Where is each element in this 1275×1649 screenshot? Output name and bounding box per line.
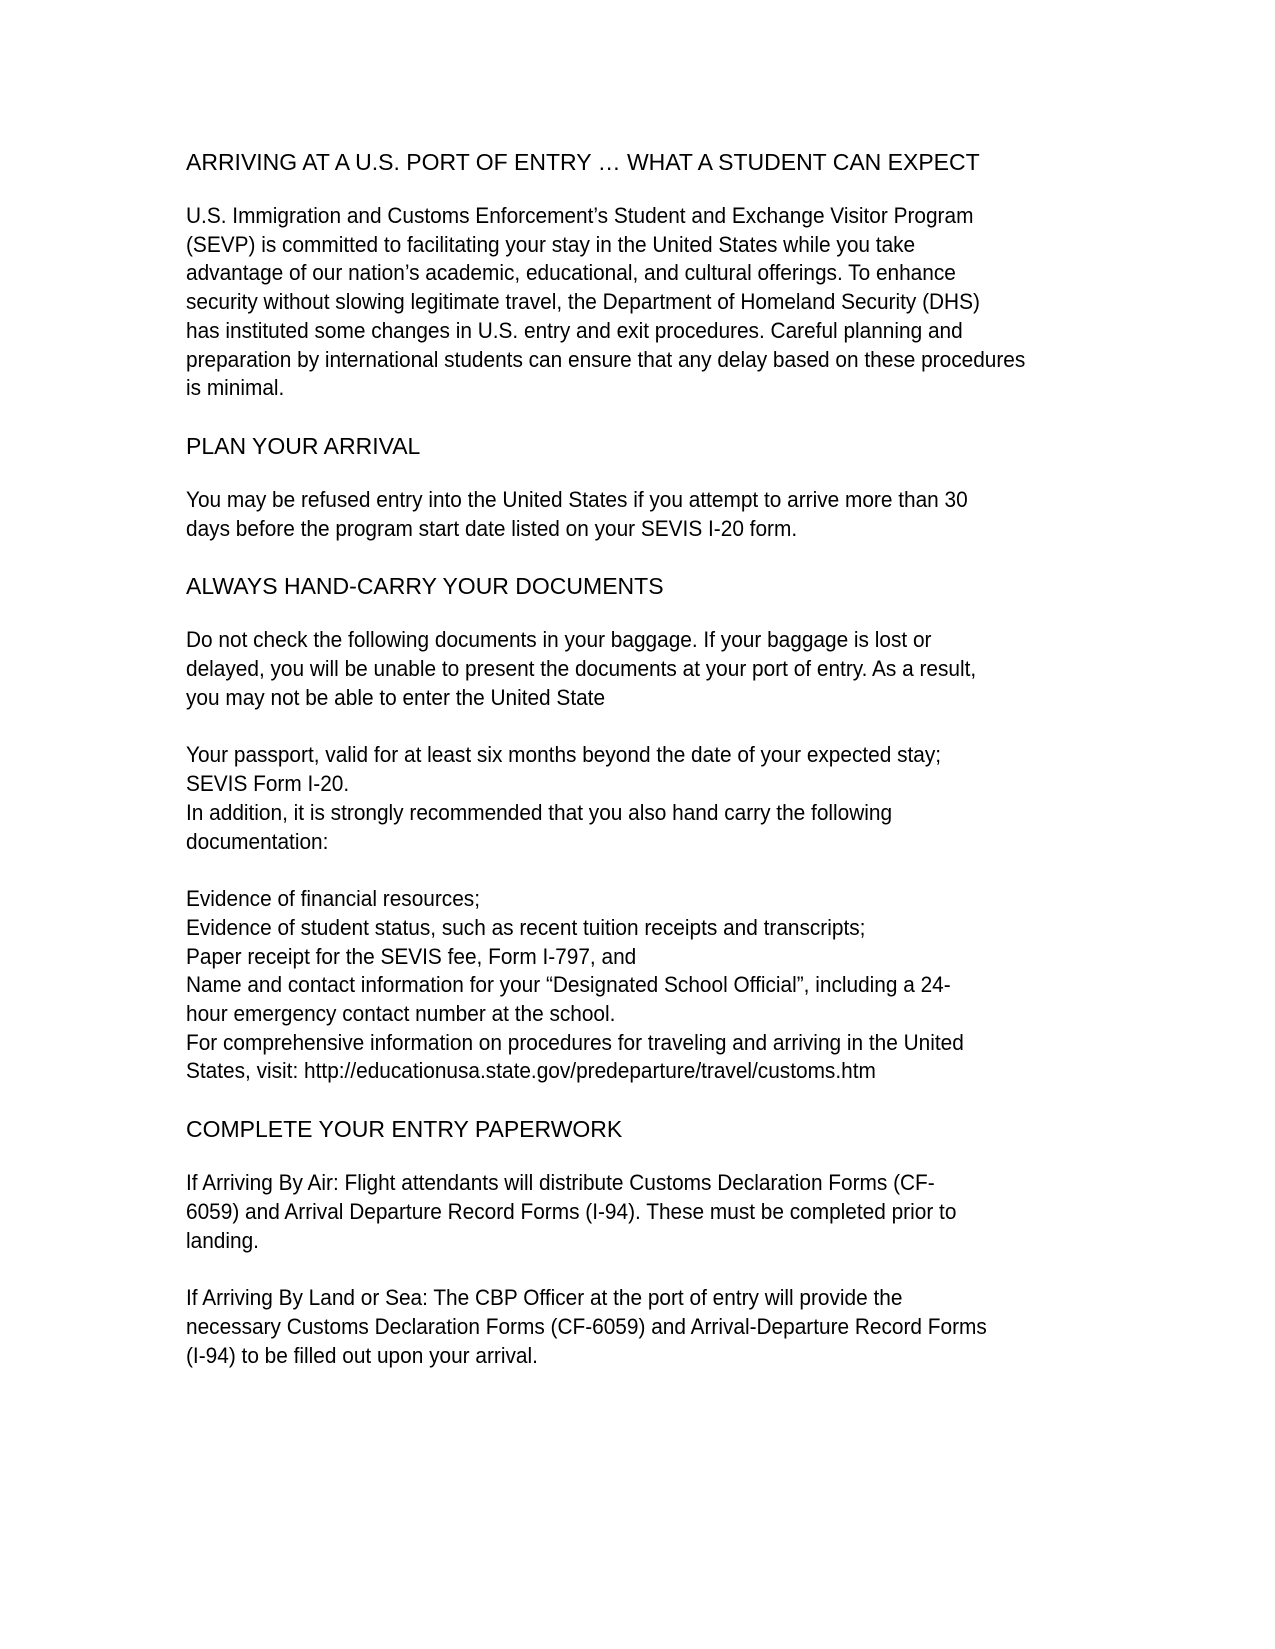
paperwork-line: If Arriving By Air: Flight attendants will distribute Customs Declaration Forms (CF- <box>186 1170 935 1196</box>
paperwork-line: landing. <box>186 1227 259 1253</box>
paperwork-line: necessary Customs Declaration Forms (CF-6059) and Arrival-Departure Record Forms <box>186 1313 987 1339</box>
plan-line: days before the program start date listed on your SEVIS I-20 form. <box>186 515 798 541</box>
carry-line: Name and contact information for your “Designated School Official”, including a 24- <box>186 972 951 998</box>
carry-line: States, visit: http://educationusa.state.gov/predeparture/travel/customs.htm <box>186 1058 876 1084</box>
carry-line: you may not be able to enter the United State <box>186 684 606 710</box>
intro-line: security without slowing legitimate travel, the Department of Homeland Security (DHS) <box>186 289 980 315</box>
carry-line: hour emergency contact number at the school. <box>186 1001 616 1027</box>
paperwork-heading: COMPLETE YOUR ENTRY PAPERWORK <box>186 1116 623 1143</box>
carry-line: For comprehensive information on procedures for traveling and arriving in the United <box>186 1029 964 1055</box>
intro-line: U.S. Immigration and Customs Enforcement’s Student and Exchange Visitor Program <box>186 203 974 228</box>
plan-paragraph <box>186 486 1088 543</box>
document-page <box>186 148 1086 1370</box>
document-title: ARRIVING AT A U.S. PORT OF ENTRY … WHAT A STUDENT CAN EXPECT <box>186 149 980 175</box>
intro-line: is minimal. <box>186 375 285 401</box>
intro-line: advantage of our nation’s academic, educational, and cultural offerings. To enhance <box>186 260 956 286</box>
carry-paragraph-1 <box>186 626 1088 712</box>
carry-line: SEVIS Form I-20. <box>186 771 350 797</box>
carry-paragraph-2 <box>186 741 1088 856</box>
intro-line: (SEVP) is committed to facilitating your stay in the United States while you take <box>186 231 916 257</box>
carry-paragraph-3 <box>186 885 1088 1086</box>
paperwork-land-paragraph <box>186 1284 1088 1370</box>
carry-line: Evidence of student status, such as recent tuition receipts and transcripts; <box>186 914 866 940</box>
carry-line: Paper receipt for the SEVIS fee, Form I-797, and <box>186 943 637 969</box>
intro-paragraph <box>186 202 1088 403</box>
carry-line: Evidence of financial resources; <box>186 886 481 912</box>
carry-line: documentation: <box>186 828 329 854</box>
plan-heading: PLAN YOUR ARRIVAL <box>186 432 421 459</box>
carry-line: In addition, it is strongly recommended that you also hand carry the following <box>186 799 893 825</box>
paperwork-line: If Arriving By Land or Sea: The CBP Officer at the port of entry will provide the <box>186 1285 903 1311</box>
carry-line: delayed, you will be unable to present the documents at your port of entry. As a result, <box>186 656 977 682</box>
paperwork-line: (I-94) to be filled out upon your arrival. <box>186 1342 538 1368</box>
paperwork-air-paragraph <box>186 1169 1088 1255</box>
carry-line: Your passport, valid for at least six months beyond the date of your expected stay; <box>186 742 942 768</box>
plan-line: You may be refused entry into the United States if you attempt to arrive more than 30 <box>186 486 968 512</box>
paperwork-line: 6059) and Arrival Departure Record Forms (I-94). These must be completed prior to <box>186 1198 957 1224</box>
carry-line: Do not check the following documents in your baggage. If your baggage is lost or <box>186 627 932 653</box>
intro-line: preparation by international students can ensure that any delay based on these procedures <box>186 346 1026 372</box>
intro-line: has instituted some changes in U.S. entry and exit procedures. Careful planning and <box>186 317 963 343</box>
carry-heading: ALWAYS HAND-CARRY YOUR DOCUMENTS <box>186 573 664 600</box>
